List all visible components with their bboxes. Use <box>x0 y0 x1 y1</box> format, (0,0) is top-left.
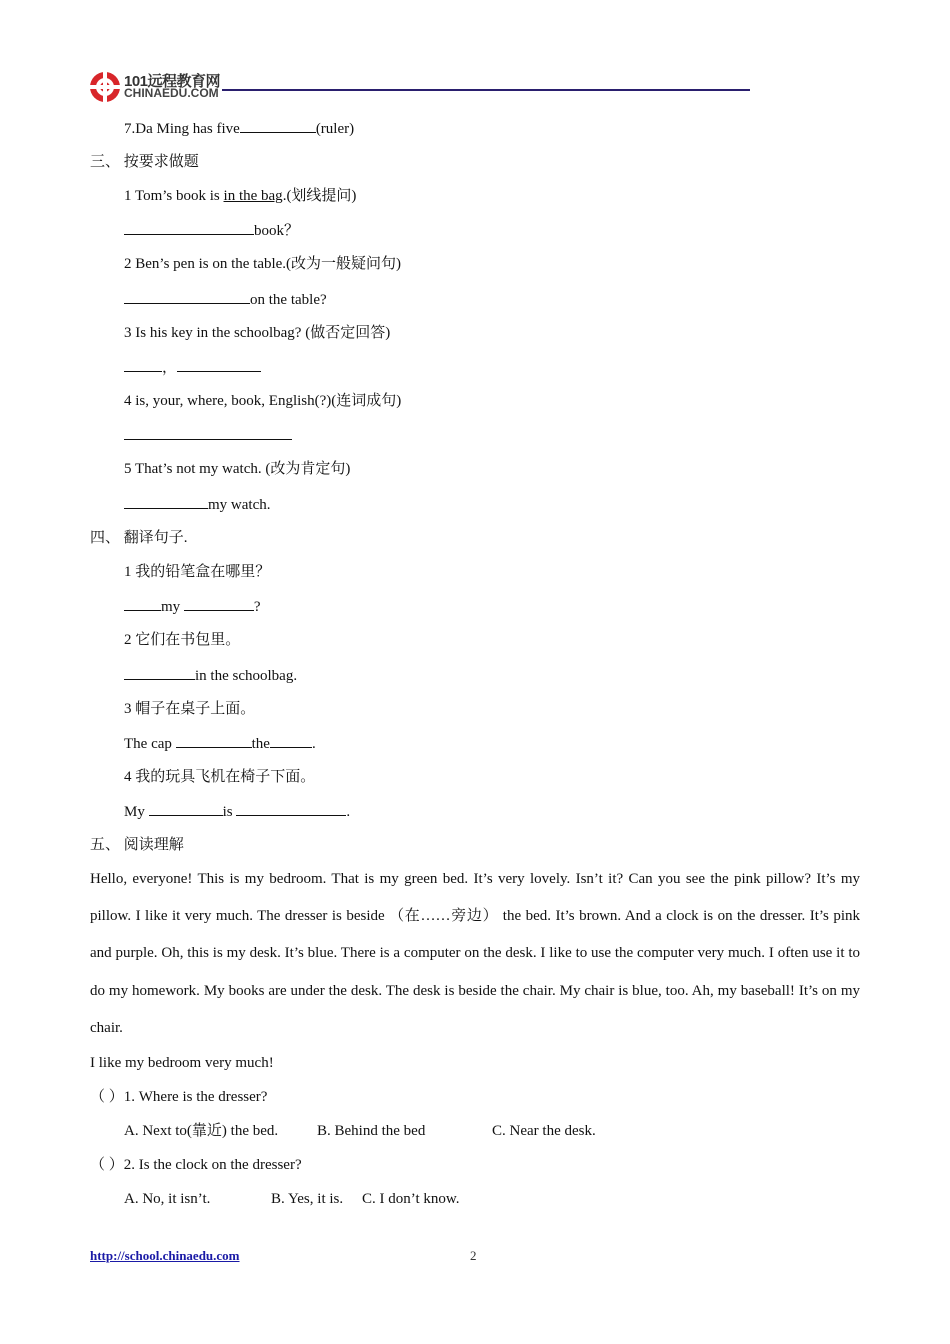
section-3-q4: 4 is, your, where, book, English(?)(连词成句) <box>124 393 402 409</box>
section-4-a4: My is . <box>124 801 350 822</box>
section-3-title: 三、 按要求做题 <box>90 154 199 170</box>
passage-closing: I like my bedroom very much! <box>90 1055 274 1071</box>
reading-q2-option-c: C. I don’t know. <box>362 1191 460 1207</box>
reading-q2-option-b: B. Yes, it is. <box>271 1191 344 1207</box>
section-4-t1: 1 我的铅笔盒在哪里？ <box>124 564 271 580</box>
reading-q1: （ ）1. Where is the dresser? <box>90 1089 268 1105</box>
reading-q1-option-a: A. Next to(靠近) the bed. <box>124 1123 279 1139</box>
section-4-a1: my ? <box>124 596 261 617</box>
section-3-a3: ， <box>124 357 261 378</box>
section-4-t2: 2 它们在书包里。 <box>124 632 241 648</box>
section-4-a2: in the schoolbag. <box>124 665 297 686</box>
answer-blank <box>124 665 195 680</box>
answer-blank <box>124 220 254 235</box>
section-4-t3: 3 帽子在桌子上面。 <box>124 701 256 717</box>
reading-q1-option-b: B. Behind the bed <box>317 1123 426 1139</box>
answer-blank <box>270 733 312 748</box>
section-3-q2: 2 Ben’s pen is on the table.(改为一般疑问句) <box>124 256 402 272</box>
chinaedu-logo <box>88 68 223 104</box>
reading-passage: Hello, everyone! This is my bedroom. That is my green bed. It’s very lovely. Isn’t it? Can you see the pink pillow? It’s my pillow. I like it very much. The dresser is beside （在……旁边） the bed. It’s brown. And a clock is on the dresser. It’s pink and purple. Oh, this is my desk. It’s blue. There is a computer on the desk. I like to use the computer very much. I often use it to do my homework. My books are under the desk. The desk is beside the chair. My chair is blue, too. Ah, my baseball! It’s on my chair. <box>90 871 860 1036</box>
answer-blank <box>184 596 254 611</box>
section-5-title: 五、 阅读理解 <box>90 837 184 853</box>
answer-blank <box>124 494 208 509</box>
question-7: 7.Da Ming has five (ruler) <box>124 118 354 139</box>
answer-blank <box>240 118 316 133</box>
logo-domain: CHINAEDU.COM <box>124 86 219 100</box>
answer-blank <box>124 289 250 304</box>
logo-mark-icon <box>88 70 122 104</box>
footer-link[interactable]: http://school.chinaedu.com <box>90 1248 240 1263</box>
page-header <box>88 68 752 108</box>
section-3-q5: 5 That’s not my watch. (改为肯定句) <box>124 461 351 477</box>
section-3-a2: on the table? <box>124 289 327 310</box>
section-3-a4 <box>124 425 292 446</box>
page-number: 2 <box>470 1248 477 1263</box>
section-4-title: 四、 翻译句子. <box>90 530 188 546</box>
section-4-t4: 4 我的玩具飞机在椅子下面。 <box>124 769 316 785</box>
answer-blank <box>149 801 223 816</box>
logo-title: 101远程教育网 <box>124 73 221 90</box>
answer-blank <box>236 801 346 816</box>
section-3-q3: 3 Is his key in the schoolbag? (做否定回答) <box>124 325 391 341</box>
section-4-a3: The cap the . <box>124 733 316 754</box>
reading-q2: （ ）2. Is the clock on the dresser? <box>90 1157 302 1173</box>
answer-blank <box>177 357 261 372</box>
section-3-q1: 1 Tom’s book is in the bag.(划线提问) <box>124 188 357 204</box>
answer-blank <box>124 357 162 372</box>
section-3-a5: my watch. <box>124 494 270 515</box>
header-rule <box>222 89 750 91</box>
answer-blank <box>176 733 252 748</box>
answer-blank <box>124 425 292 440</box>
reading-q1-option-c: C. Near the desk. <box>492 1123 596 1139</box>
section-3-a1: book？ <box>124 220 299 241</box>
answer-blank <box>124 596 161 611</box>
reading-q2-option-a: A. No, it isn’t. <box>124 1191 211 1207</box>
